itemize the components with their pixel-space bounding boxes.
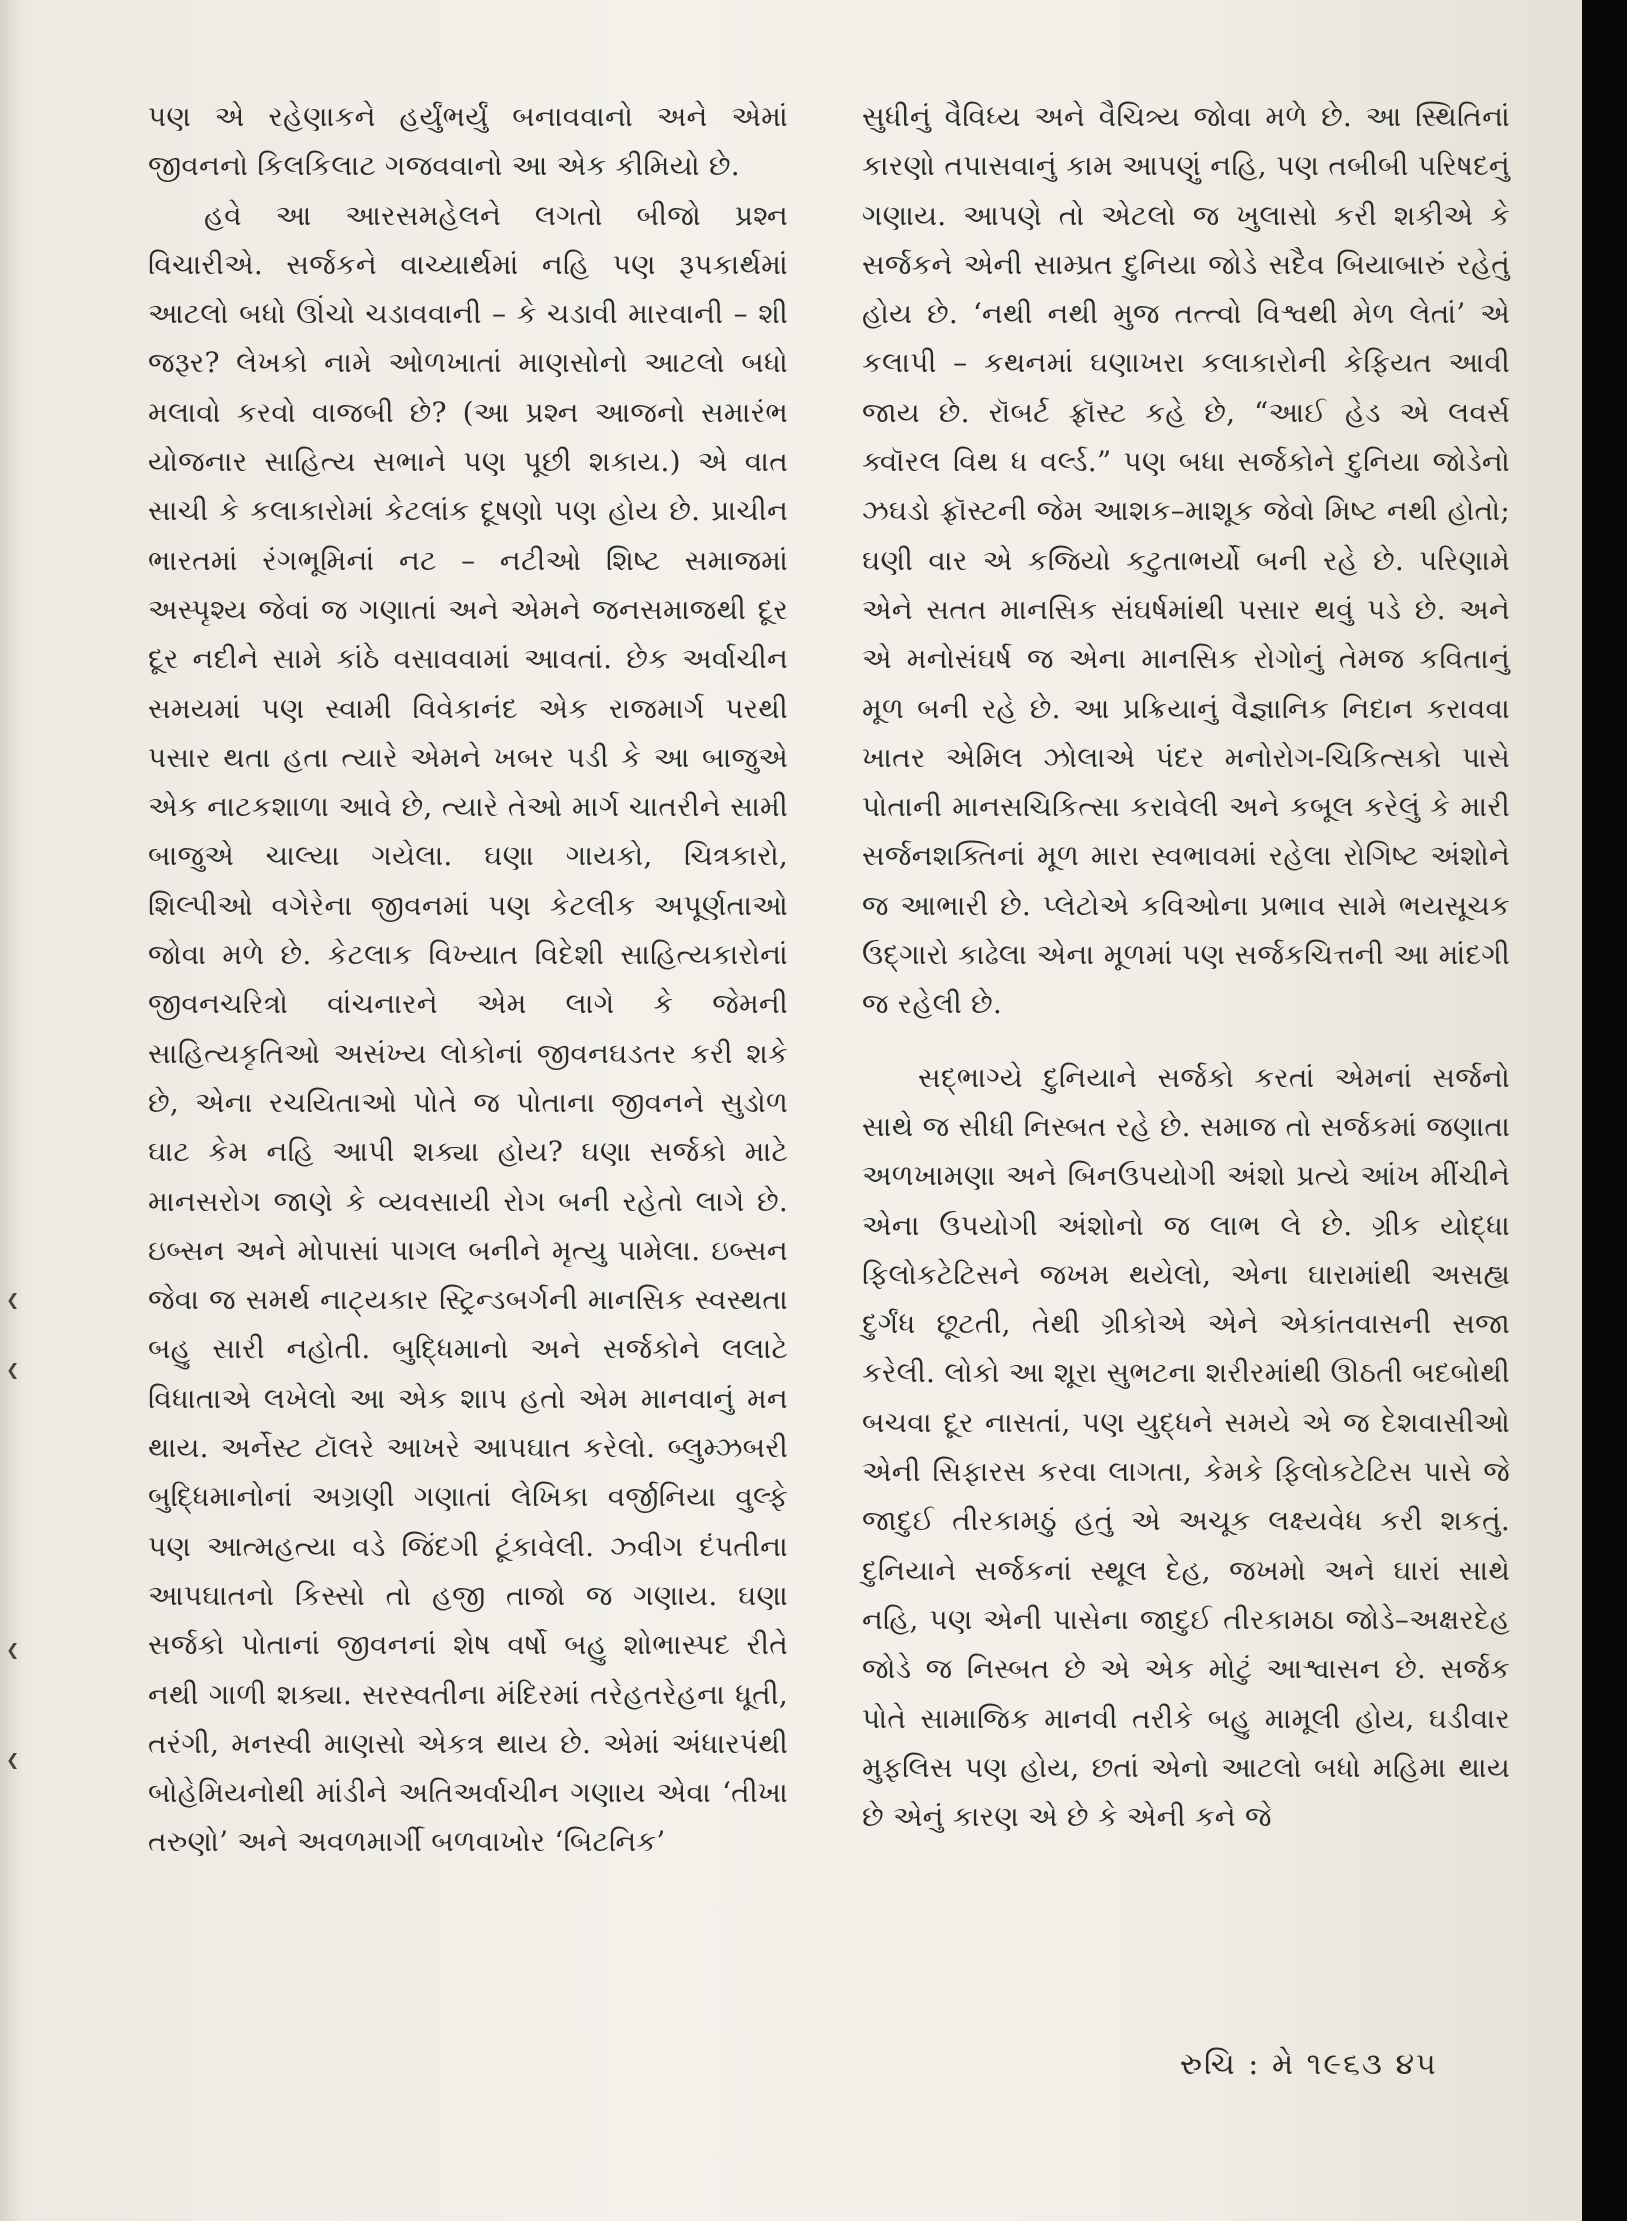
right-column	[862, 92, 1510, 1841]
margin-mark: ❮	[6, 1360, 20, 1379]
page-footer: રુચિ : મે ૧૯૬૩ ૪૫	[1180, 2047, 1438, 2082]
paragraph: સદ્ભાગ્યે દુનિયાને સર્જકો કરતાં એમનાં સર્જનો સાથે જ સીધી નિસ્બત રહે છે. સમાજ તો સર્જકમાં જણાતા અળખામણા અને બિનઉપયોગી અંશો પ્રત્યે આંખ મીંચીને એના ઉપયોગી અંશોનો જ લાભ લે છે. ગ્રીક યોદ્ધા ફિલોકટેટિસને જખમ થયેલો, એના ઘારામાંથી અસહ્ય દુર્ગંધ છૂટતી, તેથી ગ્રીકોએ એને એકાંતવાસની સજા કરેલી. લોકો આ શૂરા સુભટના શરીરમાંથી ઊઠતી બદબોથી બચવા દૂર નાસતાં, પણ યુદ્ધને સમયે એ જ દેશવાસીઓ એની સિફારસ કરવા લાગતા, કેમકે ફિલોકટેટિસ પાસે જે જાદુઈ તીરકામઠું હતું એ અચૂક લક્ષ્યવેધ કરી શકતું. દુનિયાને સર્જકનાં સ્થૂલ દેહ, જખમો અને ઘારાં સાથે નહિ, પણ એની પાસેના જાદુઈ તીરકામઠા જોડે–અક્ષરદેહ જોડે જ નિસ્બત છે એ એક મોટું આશ્વાસન છે. સર્જક પોતે સામાજિક માનવી તરીકે બહુ મામૂલી હોય, ઘડીવાર મુફલિસ પણ હોય, છતાં એનો આટલો બધો મહિમા થાય છે એનું કારણ એ છે કે એની કને જે	[862, 1060, 1510, 1834]
left-column	[148, 92, 788, 1867]
paragraph: પણ એ રહેણાકને હર્યુંભર્યું બનાવવાનો અને એમાં જીવનનો કિલકિલાટ ગજવવાનો આ એક કીમિયો છે.	[148, 100, 788, 183]
margin-mark: ❮	[6, 1640, 20, 1659]
binding-edge	[0, 0, 22, 2221]
background-strip	[1582, 0, 1627, 2221]
paragraph: હવે આ આરસમહેલને લગતો બીજો પ્રશ્ન વિચારીએ. સર્જકને વાચ્યાર્થમાં નહિ પણ રૂપકાર્થમાં આટલો બધો ઊંચો ચડાવવાની – કે ચડાવી મારવાની – શી જરૂર? લેખકો નામે ઓળખાતાં માણસોનો આટલો બધો મલાવો કરવો વાજબી છે? (આ પ્રશ્ન આજનો સમારંભ યોજનાર સાહિત્ય સભાને પણ પૂછી શકાય.) એ વાત સાચી કે કલાકારોમાં કેટલાંક દૂષણો પણ હોય છે. પ્રાચીન ભારતમાં રંગભૂમિનાં નટ – નટીઓ શિષ્ટ સમાજમાં અસ્પૃશ્ય જેવાં જ ગણાતાં અને એમને જનસમાજથી દૂર દૂર નદીને સામે કાંઠે વસાવવામાં આવતાં. છેક અર્વાચીન સમયમાં પણ સ્વામી વિવેકાનંદ એક રાજમાર્ગ પરથી પસાર થતા હતા ત્યારે એમને ખબર પડી કે આ બાજુએ એક નાટકશાળા આવે છે, ત્યારે તેઓ માર્ગ ચાતરીને સામી બાજુએ ચાલ્યા ગયેલા. ઘણા ગાયકો, ચિત્રકારો, શિલ્પીઓ વગેરેના જીવનમાં પણ કેટલીક અપૂર્ણતાઓ જોવા મળે છે. કેટલાક વિખ્યાત વિદેશી સાહિત્યકારોનાં જીવનચરિત્રો વાંચનારને એમ લાગે કે જેમની સાહિત્યકૃતિઓ અસંખ્ય લોકોનાં જીવનઘડતર કરી શકે છે, એના રચયિતાઓ પોતે જ પોતાના જીવનને સુડોળ ઘાટ કેમ નહિ આપી શક્યા હોય? ઘણા સર્જકો માટે માનસરોગ જાણે કે વ્યવસાયી રોગ બની રહેતો લાગે છે. ઇબ્સન અને મોપાસાં પાગલ બનીને મૃત્યુ પામેલા. ઇબ્સન જેવા જ સમર્થ નાટ્યકાર સ્ટ્રિન્ડબર્ગની માનસિક સ્વસ્થતા બહુ સારી નહોતી. બુદ્ધિમાનો અને સર્જકોને લલાટે વિધાતાએ લખેલો આ એક શાપ હતો એમ માનવાનું મન થાય. અર્નેસ્ટ ટૉલરે આખરે આપઘાત કરેલો. બ્લુમ્ઝબરી બુદ્ધિમાનોનાં અગ્રણી ગણાતાં લેખિકા વર્જીનિયા વુલ્ફે પણ આત્મહત્યા વડે જિંદગી ટૂંકાવેલી. ઝ્વીગ દંપતીના આપઘાતનો કિસ્સો તો હજી તાજો જ ગણાય. ઘણા સર્જકો પોતાનાં જીવનનાં શેષ વર્ષો બહુ શોભાસ્પદ રીતે નથી ગાળી શક્યા. સરસ્વતીના મંદિરમાં તરેહતરેહના ધૂતી, તરંગી, મનસ્વી માણસો એકત્ર થાય છે. એમાં અંધારપંથી બોહેમિયનોથી માંડીને અતિઅર્વાચીન ગણાય એવા ‘તીખા તરુણો’ અને અવળમાર્ગી બળવાખોર ‘બિટનિક’	[148, 198, 789, 1859]
margin-mark: ❮	[6, 1750, 20, 1769]
paragraph: સુધીનું વૈવિધ્ય અને વૈચિત્ર્ય જોવા મળે છે. આ સ્થિતિનાં કારણો તપાસવાનું કામ આપણું નહિ, પણ તબીબી પરિષદનું ગણાય. આપણે તો એટલો જ ખુલાસો કરી શકીએ કે સર્જકને એની સામ્પ્રત દુનિયા જોડે સદૈવ બિયાબારું રહેતું હોય છે. ‘નથી નથી મુજ તત્ત્વો વિશ્વથી મેળ લેતાં’ એ કલાપી – કથનમાં ઘણાખરા કલાકારોની કેફિયત આવી જાય છે. રૉબર્ટ ફ્રૉસ્ટ કહે છે, “આઈ હેડ એ લવર્સ ક્વૉરલ વિથ ધ વર્લ્ડ.” પણ બધા સર્જકોને દુનિયા જોડેનો ઝઘડો ફ્રૉસ્ટની જેમ આશક–માશૂક જેવો મિષ્ટ નથી હોતો; ઘણી વાર એ કજિયો કટુતાભર્યો બની રહે છે. પરિણામે એને સતત માનસિક સંઘર્ષમાંથી પસાર થવું પડે છે. અને એ મનોસંઘર્ષ જ એના માનસિક રોગોનું તેમજ કવિતાનું મૂળ બની રહે છે. આ પ્રક્રિયાનું વૈજ્ઞાનિક નિદાન કરાવવા ખાતર એમિલ ઝોલાએ પંદર મનોરોગ-ચિકિત્સકો પાસે પોતાની માનસચિકિત્સા કરાવેલી અને કબૂલ કરેલું કે મારી સર્જનશક્તિનાં મૂળ મારા સ્વભાવમાં રહેલા રોગિષ્ટ અંશોને જ આભારી છે. પ્લેટોએ કવિઓના પ્રભાવ સામે ભયસૂચક ઉદ્ગારો કાઢેલા એના મૂળમાં પણ સર્જકચિત્તની આ માંદગી જ રહેલી છે.	[862, 100, 1510, 1021]
margin-mark: ❮	[6, 1290, 20, 1309]
